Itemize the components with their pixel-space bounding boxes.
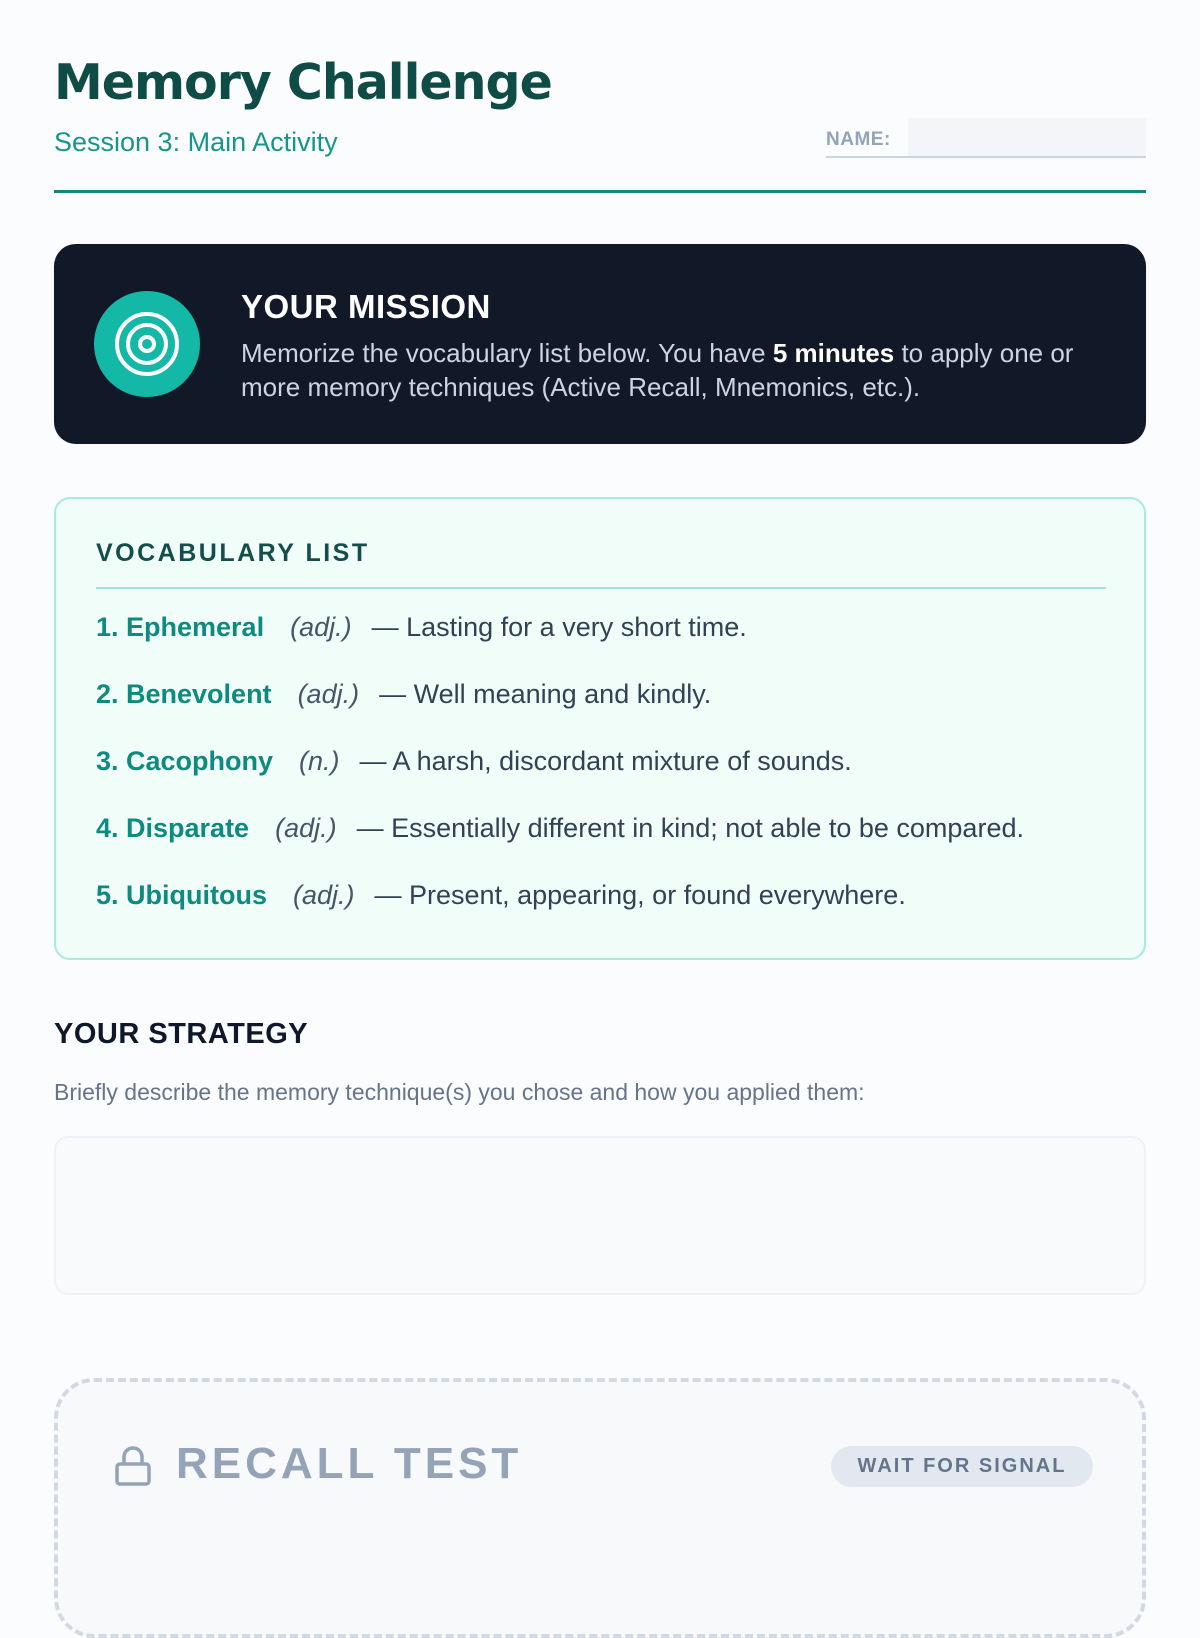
page-header [54,50,1146,193]
strategy-textarea[interactable] [54,1136,1146,1295]
recall-test-heading: RECALL TEST [176,1439,523,1488]
recall-test-card [54,1378,1146,1638]
vocabulary-part-of-speech: (adj.) [297,679,360,709]
vocabulary-item [96,739,1024,806]
mission-time-limit: 5 minutes [772,338,895,368]
status-badge: WAIT FOR SIGNAL [831,1446,1093,1487]
strategy-prompt: Briefly describe the memory technique(s) you chose and how you applied them: [54,1079,865,1105]
page-title: Memory Challenge [54,54,552,111]
page-subtitle: Session 3: Main Activity [54,127,338,157]
mission-text-after: to apply one or more memory techniques (Active Recall, Mnemonics, etc.). [241,338,1074,402]
vocabulary-divider [96,587,1106,589]
vocabulary-definition: — Present, appearing, or found everywhere. [374,880,906,910]
vocabulary-definition: — Essentially different in kind; not able to be compared. [356,813,1024,843]
vocabulary-term: 4. Disparate [96,813,250,843]
vocabulary-part-of-speech: (adj.) [293,880,355,910]
vocabulary-list [96,605,1024,940]
vocabulary-part-of-speech: (adj.) [290,612,352,642]
vocabulary-term: 1. Ephemeral [96,612,265,642]
vocabulary-term: 3. Cacophony [96,746,274,776]
vocabulary-heading: VOCABULARY LIST [96,539,370,567]
vocabulary-item [96,873,1024,940]
vocabulary-card [54,497,1146,960]
name-field[interactable] [908,118,1146,158]
mission-text [241,336,1101,404]
vocabulary-definition: — Lasting for a very short time. [371,612,747,642]
name-label: NAME: [826,129,891,150]
vocabulary-definition: — A harsh, discordant mixture of sounds. [359,746,852,776]
vocabulary-item [96,605,1024,672]
strategy-heading: YOUR STRATEGY [54,1018,309,1050]
vocabulary-definition: — Well meaning and kindly. [379,679,712,709]
vocabulary-part-of-speech: (n.) [299,746,340,776]
lock-icon [114,1445,152,1487]
target-icon [94,291,200,397]
mission-heading: YOUR MISSION [241,288,491,325]
vocabulary-item [96,672,1024,739]
vocabulary-part-of-speech: (adj.) [275,813,337,843]
vocabulary-term: 5. Ubiquitous [96,880,267,910]
vocabulary-term: 2. Benevolent [96,679,272,709]
mission-card [54,244,1146,444]
mission-text-before: Memorize the vocabulary list below. You have [241,338,773,368]
vocabulary-item [96,806,1024,873]
name-field-underline [826,156,908,158]
